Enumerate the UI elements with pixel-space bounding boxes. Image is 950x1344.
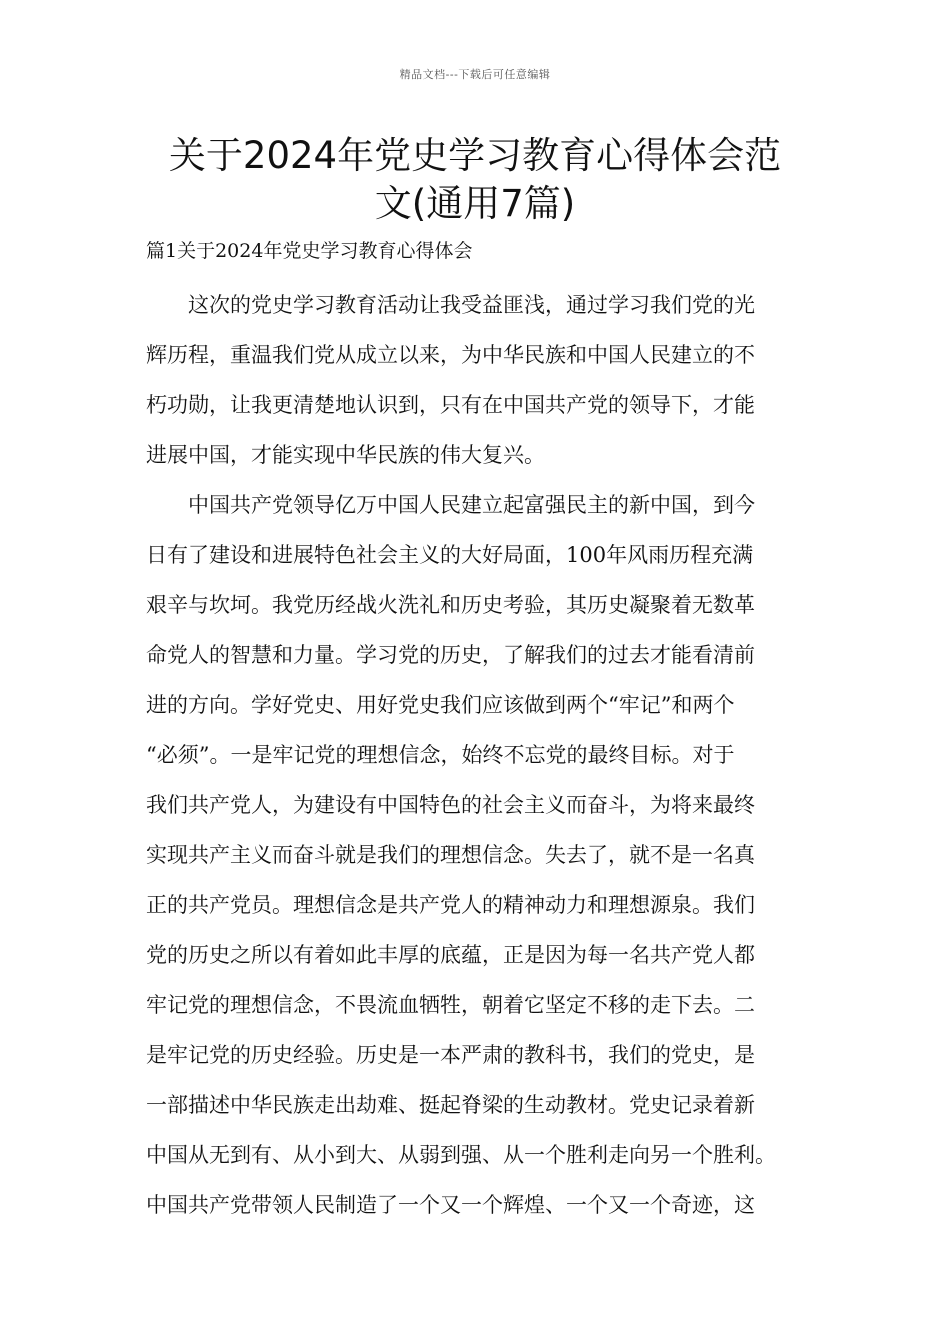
paragraph-line: 牢记党的理想信念，不畏流血牺牲，朝着它坚定不移的走下去。二 [146, 993, 755, 1017]
paragraph-line: 一部描述中华民族走出劫难、挺起脊梁的生动教材。党史记录着新 [146, 1093, 755, 1117]
paragraph-1 [146, 280, 814, 480]
document-title-line-1: 关于2024年党史学习教育心得体会范 [168, 134, 782, 177]
document-title-line-2: 文(通用7篇) [374, 182, 576, 225]
paragraph-line: 我们共产党人，为建设有中国特色的社会主义而奋斗，为将来最终 [146, 793, 755, 817]
paragraph-line: 朽功勋，让我更清楚地认识到，只有在中国共产党的领导下，才能 [146, 393, 755, 417]
document-body [146, 280, 814, 1230]
paragraph-line: 实现共产主义而奋斗就是我们的理想信念。失去了，就不是一名真 [146, 843, 755, 867]
paragraph-line: 这次的党史学习教育活动让我受益匪浅，通过学习我们党的光 [188, 293, 755, 317]
paragraph-line: 进展中国，才能实现中华民族的伟大复兴。 [146, 443, 545, 467]
paragraph-line: 辉历程，重温我们党从成立以来，为中华民族和中国人民建立的不 [146, 343, 755, 367]
paragraph-line: 中国从无到有、从小到大、从弱到强、从一个胜利走向另一个胜利。 [146, 1143, 776, 1167]
paragraph-line: 进的方向。学好党史、用好党史我们应该做到两个“牢记”和两个 [146, 693, 735, 717]
paragraph-line: 中国共产党领导亿万中国人民建立起富强民主的新中国，到今 [188, 493, 755, 517]
paragraph-line: 艰辛与坎坷。我党历经战火洗礼和历史考验，其历史凝聚着无数革 [146, 593, 755, 617]
paragraph-line: 党的历史之所以有着如此丰厚的底蕴，正是因为每一名共产党人都 [146, 943, 755, 967]
paragraph-line: 正的共产党员。理想信念是共产党人的精神动力和理想源泉。我们 [146, 893, 755, 917]
paragraph-line: “必须”。一是牢记党的理想信念，始终不忘党的最终目标。对于 [146, 743, 735, 767]
header-note: 精品文档---下载后可任意编辑 [399, 68, 551, 81]
paragraph-line: 是牢记党的历史经验。历史是一本严肃的教科书，我们的党史，是 [146, 1043, 755, 1067]
paragraph-line: 日有了建设和进展特色社会主义的大好局面，100年风雨历程充满 [146, 543, 754, 567]
document-title [140, 132, 810, 228]
paragraph-line: 命党人的智慧和力量。学习党的历史，了解我们的过去才能看清前 [146, 643, 755, 667]
paragraph-2 [146, 480, 814, 1230]
section-heading: 篇1关于2024年党史学习教育心得体会 [146, 240, 473, 262]
paragraph-line: 中国共产党带领人民制造了一个又一个辉煌、一个又一个奇迹，这 [146, 1193, 755, 1217]
